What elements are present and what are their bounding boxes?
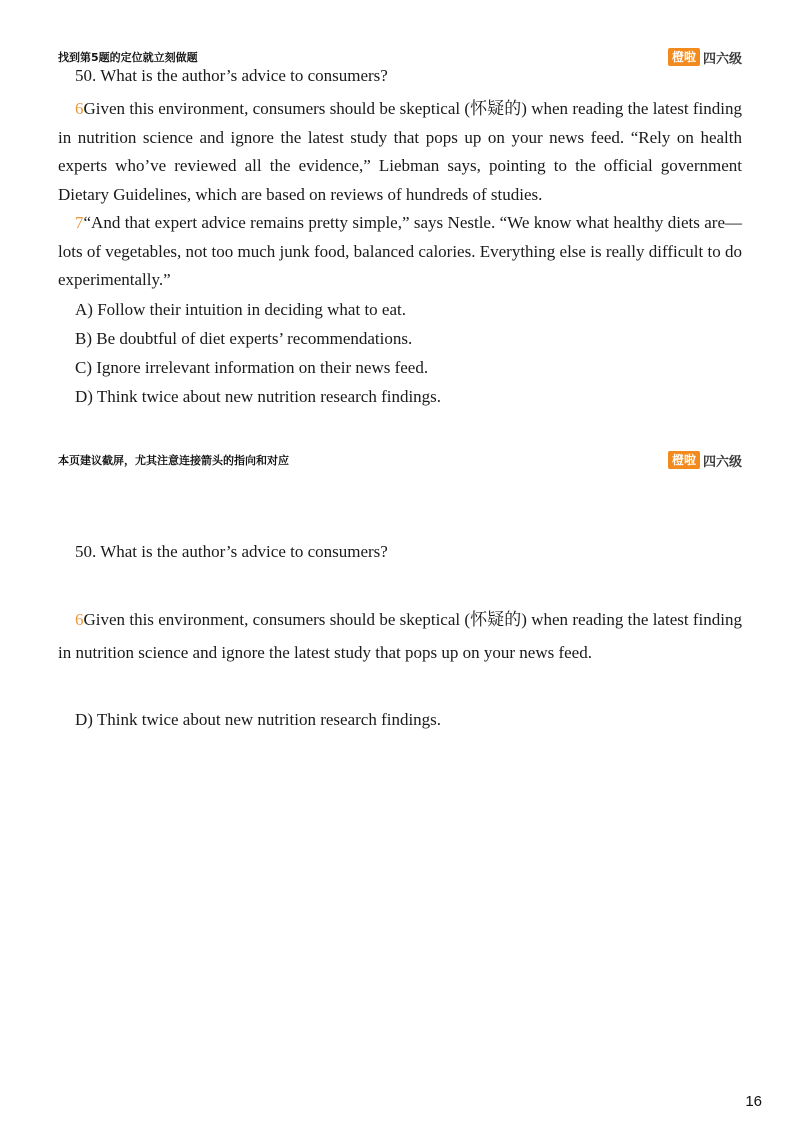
- option-c: C) Ignore irrelevant information on their news feed.: [75, 357, 429, 377]
- paragraph-7: [58, 209, 742, 295]
- paragraph-number: 6: [75, 99, 84, 118]
- brand-badge: 橙啦: [668, 48, 700, 66]
- brand-label: 四六级: [702, 454, 742, 470]
- paragraph-text: Given this environment, consumers should be skeptical (怀疑的) when reading the latest finding in nutrition science and ignore the latest study that pops up on your news feed. “Rely on health experts who’ve reviewed all the evidence,” Liebman says, pointing to the official government Dietary Guidelines, which are based on reviews of hundreds of studies.: [58, 99, 742, 204]
- answer-option-d: D) Think twice about new nutrition research findings.: [75, 710, 442, 729]
- header-bar-top: [58, 47, 742, 67]
- question-title: 50. What is the author’s advice to consumers?: [75, 542, 388, 561]
- question-section-summary: [58, 542, 742, 734]
- brand-label: 四六级: [702, 51, 742, 67]
- screenshot-note: 本页建议截屏，尤其注意连接箭头的指向和对应: [58, 454, 289, 467]
- brand-logo: [668, 48, 742, 67]
- paragraph-text: “And that expert advice remains pretty simple,” says Nestle. “We know what healthy diets are—lots of vegetables, not too much junk food, balanced calories. Everything else is really difficult to do experimentally.”: [58, 213, 742, 289]
- paragraph-number: 7: [75, 213, 84, 232]
- option-b: B) Be doubtful of diet experts’ recommendations.: [75, 328, 413, 348]
- paragraph-6: [58, 95, 742, 209]
- key-paragraph-6: [58, 603, 742, 669]
- page-number: 16: [745, 1093, 762, 1110]
- option-a: A) Follow their intuition in deciding what to eat.: [75, 299, 406, 319]
- option-d: D) Think twice about new nutrition research findings.: [75, 386, 442, 406]
- header-bar-middle: [58, 450, 742, 470]
- header-note: 找到第5题的定位就立刻做题: [58, 51, 198, 64]
- paragraph-number: 6: [75, 610, 84, 629]
- paragraph-text: Given this environment, consumers should be skeptical (怀疑的) when reading the latest finding in nutrition science and ignore the latest study that pops up on your news feed.: [58, 610, 742, 662]
- question-section-full: [58, 66, 742, 411]
- brand-logo: [668, 451, 742, 470]
- brand-badge: 橙啦: [668, 451, 700, 469]
- question-title: 50. What is the author’s advice to consumers?: [75, 66, 388, 85]
